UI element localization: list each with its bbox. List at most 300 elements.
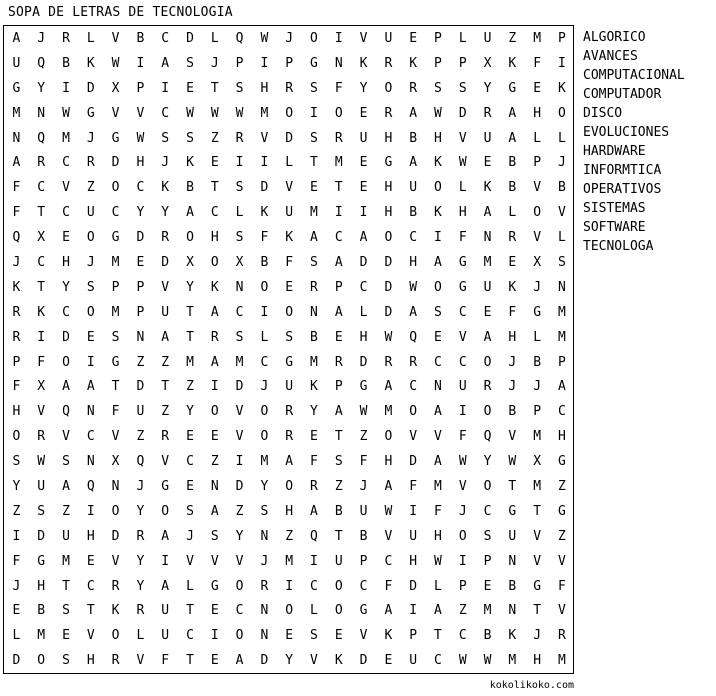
grid-cell[interactable]: K xyxy=(111,603,120,619)
grid-cell[interactable]: J xyxy=(359,478,368,494)
grid-cell[interactable]: F xyxy=(12,205,21,221)
grid-cell[interactable]: S xyxy=(186,503,194,519)
grid-cell[interactable]: K xyxy=(37,304,46,320)
grid-cell[interactable]: N xyxy=(483,230,492,246)
grid-cell[interactable]: Q xyxy=(136,454,145,470)
grid-cell[interactable]: G xyxy=(111,130,120,146)
grid-cell[interactable]: D xyxy=(186,30,194,46)
grid-cell[interactable]: S xyxy=(434,304,442,320)
grid-cell[interactable]: M xyxy=(334,155,343,171)
grid-cell[interactable]: E xyxy=(359,180,368,196)
grid-cell[interactable]: H xyxy=(260,80,269,96)
grid-cell[interactable]: A xyxy=(508,130,517,146)
grid-cell[interactable]: V xyxy=(310,653,318,669)
grid-cell[interactable]: Y xyxy=(62,279,70,295)
grid-cell[interactable]: V xyxy=(533,230,542,246)
grid-cell[interactable]: B xyxy=(508,155,517,171)
grid-cell[interactable]: R xyxy=(111,578,120,594)
grid-cell[interactable]: A xyxy=(310,503,318,519)
grid-cell[interactable]: M xyxy=(558,653,566,669)
grid-cell[interactable]: G xyxy=(458,254,467,270)
grid-cell[interactable]: V xyxy=(458,329,467,345)
grid-cell[interactable]: B xyxy=(508,578,517,594)
grid-cell[interactable]: F xyxy=(384,578,393,594)
grid-cell[interactable]: I xyxy=(409,603,418,619)
grid-cell[interactable]: H xyxy=(136,155,145,171)
grid-cell[interactable]: S xyxy=(285,329,294,345)
grid-cell[interactable]: R xyxy=(384,55,393,71)
grid-cell[interactable]: S xyxy=(235,80,244,96)
grid-cell[interactable]: E xyxy=(186,80,194,96)
grid-cell[interactable]: K xyxy=(508,279,517,295)
grid-cell[interactable]: S xyxy=(458,80,467,96)
grid-cell[interactable]: U xyxy=(12,55,21,71)
grid-cell[interactable]: L xyxy=(434,578,442,594)
grid-cell[interactable]: G xyxy=(458,279,467,295)
grid-cell[interactable]: F xyxy=(12,180,21,196)
grid-cell[interactable]: J xyxy=(285,30,294,46)
grid-cell[interactable]: G xyxy=(12,80,21,96)
grid-cell[interactable]: Z xyxy=(86,180,95,196)
grid-cell[interactable]: W xyxy=(483,653,492,669)
grid-cell[interactable]: N xyxy=(260,528,269,544)
grid-cell[interactable]: U xyxy=(409,528,418,544)
grid-cell[interactable]: M xyxy=(558,304,566,320)
grid-cell[interactable]: M xyxy=(483,603,492,619)
grid-cell[interactable]: Y xyxy=(136,578,145,594)
grid-cell[interactable]: S xyxy=(86,279,95,295)
grid-cell[interactable]: O xyxy=(384,429,393,445)
grid-cell[interactable]: P xyxy=(434,55,442,71)
grid-cell[interactable]: V xyxy=(558,553,566,569)
grid-cell[interactable]: W xyxy=(235,105,244,121)
grid-cell[interactable]: L xyxy=(186,578,194,594)
grid-cell[interactable]: G xyxy=(558,454,566,470)
grid-cell[interactable]: H xyxy=(434,528,442,544)
grid-cell[interactable]: U xyxy=(285,205,294,221)
grid-cell[interactable]: L xyxy=(558,230,566,246)
grid-cell[interactable]: D xyxy=(359,653,368,669)
grid-cell[interactable]: V xyxy=(508,429,517,445)
grid-cell[interactable]: O xyxy=(111,628,120,644)
grid-cell[interactable]: V xyxy=(409,429,418,445)
grid-cell[interactable]: J xyxy=(458,503,467,519)
grid-cell[interactable]: V xyxy=(384,528,393,544)
grid-cell[interactable]: U xyxy=(508,528,517,544)
grid-cell[interactable]: M xyxy=(12,105,21,121)
grid-cell[interactable]: O xyxy=(483,354,492,370)
grid-cell[interactable]: T xyxy=(434,628,442,644)
grid-cell[interactable]: U xyxy=(458,379,467,395)
grid-cell[interactable]: O xyxy=(186,230,194,246)
grid-cell[interactable]: S xyxy=(558,254,566,270)
grid-cell[interactable]: F xyxy=(533,55,542,71)
grid-cell[interactable]: A xyxy=(62,478,70,494)
grid-cell[interactable]: P xyxy=(136,80,145,96)
grid-cell[interactable]: K xyxy=(186,155,194,171)
grid-cell[interactable]: K xyxy=(12,279,21,295)
grid-cell[interactable]: T xyxy=(310,155,318,171)
grid-cell[interactable]: Z xyxy=(334,478,343,494)
grid-cell[interactable]: D xyxy=(359,354,368,370)
grid-cell[interactable]: I xyxy=(210,628,219,644)
grid-cell[interactable]: Z xyxy=(136,354,145,370)
grid-cell[interactable]: A xyxy=(334,254,343,270)
grid-cell[interactable]: V xyxy=(533,553,542,569)
grid-cell[interactable]: H xyxy=(508,329,517,345)
grid-cell[interactable]: P xyxy=(12,354,21,370)
grid-cell[interactable]: D xyxy=(136,230,145,246)
grid-cell[interactable]: V xyxy=(359,30,368,46)
grid-cell[interactable]: A xyxy=(359,230,368,246)
grid-cell[interactable]: Q xyxy=(62,404,70,420)
grid-cell[interactable]: R xyxy=(409,80,418,96)
grid-cell[interactable]: R xyxy=(12,304,21,320)
grid-cell[interactable]: A xyxy=(483,205,492,221)
grid-cell[interactable]: R xyxy=(334,354,343,370)
grid-cell[interactable]: T xyxy=(334,180,343,196)
grid-cell[interactable]: Z xyxy=(12,503,21,519)
grid-cell[interactable]: A xyxy=(434,454,442,470)
grid-cell[interactable]: H xyxy=(384,205,393,221)
grid-cell[interactable]: I xyxy=(86,503,95,519)
grid-cell[interactable]: V xyxy=(111,105,120,121)
grid-cell[interactable]: A xyxy=(384,603,393,619)
grid-cell[interactable]: T xyxy=(62,578,70,594)
grid-cell[interactable]: W xyxy=(384,329,393,345)
grid-cell[interactable]: A xyxy=(62,379,70,395)
grid-cell[interactable]: K xyxy=(260,205,269,221)
grid-cell[interactable]: J xyxy=(210,55,219,71)
grid-cell[interactable]: R xyxy=(136,603,145,619)
grid-cell[interactable]: O xyxy=(409,404,418,420)
grid-cell[interactable]: O xyxy=(111,503,120,519)
grid-cell[interactable]: Z xyxy=(62,503,70,519)
grid-cell[interactable]: B xyxy=(508,180,517,196)
grid-cell[interactable]: E xyxy=(186,478,194,494)
grid-cell[interactable]: F xyxy=(558,578,566,594)
grid-cell[interactable]: H xyxy=(384,130,393,146)
grid-cell[interactable]: T xyxy=(533,503,542,519)
grid-cell[interactable]: A xyxy=(161,578,170,594)
grid-cell[interactable]: A xyxy=(235,653,244,669)
grid-cell[interactable]: R xyxy=(161,429,170,445)
grid-cell[interactable]: G xyxy=(310,55,318,71)
grid-cell[interactable]: M xyxy=(434,478,442,494)
grid-cell[interactable]: Z xyxy=(558,478,566,494)
grid-cell[interactable]: V xyxy=(558,603,566,619)
grid-cell[interactable]: T xyxy=(210,180,219,196)
grid-cell[interactable]: C xyxy=(334,230,343,246)
grid-cell[interactable]: C xyxy=(359,279,368,295)
grid-cell[interactable]: K xyxy=(384,628,393,644)
grid-cell[interactable]: C xyxy=(210,205,219,221)
grid-cell[interactable]: B xyxy=(483,628,492,644)
grid-cell[interactable]: S xyxy=(334,454,343,470)
grid-cell[interactable]: I xyxy=(434,230,442,246)
grid-cell[interactable]: P xyxy=(136,279,145,295)
grid-cell[interactable]: Q xyxy=(12,230,21,246)
grid-cell[interactable]: E xyxy=(285,628,294,644)
grid-cell[interactable]: H xyxy=(384,454,393,470)
grid-cell[interactable]: L xyxy=(458,30,467,46)
grid-cell[interactable]: Y xyxy=(483,80,492,96)
grid-cell[interactable]: T xyxy=(508,478,517,494)
grid-cell[interactable]: J xyxy=(86,130,95,146)
grid-cell[interactable]: D xyxy=(285,130,294,146)
grid-cell[interactable]: F xyxy=(508,304,517,320)
grid-cell[interactable]: R xyxy=(235,130,244,146)
grid-cell[interactable]: Y xyxy=(186,279,194,295)
grid-cell[interactable]: O xyxy=(458,528,467,544)
grid-cell[interactable]: D xyxy=(384,279,393,295)
grid-cell[interactable]: Z xyxy=(136,429,145,445)
grid-cell[interactable]: C xyxy=(458,304,467,320)
grid-cell[interactable]: S xyxy=(310,80,318,96)
grid-cell[interactable]: A xyxy=(12,30,21,46)
grid-cell[interactable]: I xyxy=(136,55,145,71)
grid-cell[interactable]: R xyxy=(310,478,318,494)
grid-cell[interactable]: I xyxy=(12,528,21,544)
grid-cell[interactable]: N xyxy=(508,553,517,569)
grid-cell[interactable]: P xyxy=(558,354,566,370)
grid-cell[interactable]: S xyxy=(434,80,442,96)
grid-cell[interactable]: E xyxy=(409,30,418,46)
grid-cell[interactable]: B xyxy=(136,30,145,46)
grid-cell[interactable]: E xyxy=(483,578,492,594)
grid-cell[interactable]: W xyxy=(434,553,442,569)
grid-cell[interactable]: T xyxy=(37,205,46,221)
grid-cell[interactable]: B xyxy=(310,329,318,345)
grid-cell[interactable]: R xyxy=(285,80,294,96)
grid-cell[interactable]: P xyxy=(111,279,120,295)
grid-cell[interactable]: O xyxy=(285,603,294,619)
grid-cell[interactable]: G xyxy=(508,503,517,519)
grid-cell[interactable]: O xyxy=(334,105,343,121)
grid-cell[interactable]: U xyxy=(62,528,70,544)
grid-cell[interactable]: V xyxy=(235,404,244,420)
grid-cell[interactable]: Z xyxy=(558,528,566,544)
grid-cell[interactable]: Z xyxy=(235,503,244,519)
grid-cell[interactable]: Z xyxy=(210,454,219,470)
grid-cell[interactable]: V xyxy=(136,653,145,669)
grid-cell[interactable]: O xyxy=(210,404,219,420)
grid-cell[interactable]: T xyxy=(210,80,219,96)
grid-cell[interactable]: V xyxy=(533,180,542,196)
grid-cell[interactable]: F xyxy=(12,553,21,569)
grid-cell[interactable]: W xyxy=(458,653,467,669)
grid-cell[interactable]: B xyxy=(37,603,46,619)
grid-cell[interactable]: P xyxy=(558,30,566,46)
grid-cell[interactable]: A xyxy=(334,304,343,320)
grid-cell[interactable]: D xyxy=(235,379,244,395)
grid-cell[interactable]: E xyxy=(86,329,95,345)
grid-cell[interactable]: W xyxy=(186,105,194,121)
grid-cell[interactable]: E xyxy=(359,155,368,171)
grid-cell[interactable]: Q xyxy=(310,528,318,544)
grid-cell[interactable]: T xyxy=(161,379,170,395)
grid-cell[interactable]: M xyxy=(111,254,120,270)
grid-cell[interactable]: J xyxy=(136,478,145,494)
grid-cell[interactable]: C xyxy=(37,254,46,270)
grid-cell[interactable]: R xyxy=(111,653,120,669)
grid-cell[interactable]: A xyxy=(384,379,393,395)
grid-cell[interactable]: O xyxy=(434,279,442,295)
grid-cell[interactable]: C xyxy=(458,354,467,370)
grid-cell[interactable]: V xyxy=(260,130,269,146)
grid-cell[interactable]: I xyxy=(310,553,318,569)
grid-cell[interactable]: C xyxy=(62,205,70,221)
grid-cell[interactable]: P xyxy=(334,279,343,295)
grid-cell[interactable]: H xyxy=(409,553,418,569)
grid-cell[interactable]: S xyxy=(62,454,70,470)
grid-cell[interactable]: P xyxy=(458,55,467,71)
grid-cell[interactable]: E xyxy=(508,254,517,270)
grid-cell[interactable]: E xyxy=(210,429,219,445)
grid-cell[interactable]: K xyxy=(334,653,343,669)
grid-cell[interactable]: I xyxy=(310,105,318,121)
grid-cell[interactable]: B xyxy=(409,130,418,146)
grid-cell[interactable]: J xyxy=(186,528,194,544)
grid-cell[interactable]: P xyxy=(409,628,418,644)
grid-cell[interactable]: R xyxy=(334,130,343,146)
grid-cell[interactable]: A xyxy=(434,404,442,420)
grid-cell[interactable]: R xyxy=(508,230,517,246)
grid-cell[interactable]: Y xyxy=(310,404,318,420)
grid-cell[interactable]: O xyxy=(285,478,294,494)
grid-cell[interactable]: I xyxy=(161,80,170,96)
grid-cell[interactable]: C xyxy=(359,578,368,594)
grid-cell[interactable]: T xyxy=(186,653,194,669)
grid-cell[interactable]: N xyxy=(235,279,244,295)
grid-cell[interactable]: A xyxy=(409,155,418,171)
grid-cell[interactable]: G xyxy=(86,105,95,121)
grid-cell[interactable]: Y xyxy=(136,553,145,569)
grid-cell[interactable]: Z xyxy=(210,130,219,146)
grid-cell[interactable]: U xyxy=(37,478,46,494)
grid-cell[interactable]: J xyxy=(260,379,269,395)
grid-cell[interactable]: D xyxy=(235,478,244,494)
grid-cell[interactable]: W xyxy=(210,105,219,121)
grid-cell[interactable]: X xyxy=(37,230,46,246)
grid-cell[interactable]: F xyxy=(458,429,467,445)
grid-cell[interactable]: U xyxy=(161,603,170,619)
grid-cell[interactable]: R xyxy=(161,230,170,246)
grid-cell[interactable]: D xyxy=(359,254,368,270)
grid-cell[interactable]: U xyxy=(161,628,170,644)
grid-cell[interactable]: J xyxy=(161,155,170,171)
grid-cell[interactable]: R xyxy=(86,155,95,171)
grid-cell[interactable]: G xyxy=(111,354,120,370)
grid-cell[interactable]: H xyxy=(210,230,219,246)
grid-cell[interactable]: E xyxy=(62,628,70,644)
grid-cell[interactable]: Z xyxy=(458,603,467,619)
grid-cell[interactable]: W xyxy=(136,130,145,146)
grid-cell[interactable]: K xyxy=(434,205,442,221)
grid-cell[interactable]: M xyxy=(62,130,70,146)
grid-cell[interactable]: L xyxy=(558,130,566,146)
grid-cell[interactable]: A xyxy=(210,304,219,320)
grid-cell[interactable]: N xyxy=(210,478,219,494)
grid-cell[interactable]: I xyxy=(458,553,467,569)
grid-cell[interactable]: O xyxy=(37,653,46,669)
grid-cell[interactable]: O xyxy=(310,30,318,46)
grid-cell[interactable]: A xyxy=(161,528,170,544)
grid-cell[interactable]: W xyxy=(384,503,393,519)
grid-cell[interactable]: X xyxy=(186,254,194,270)
grid-cell[interactable]: U xyxy=(161,304,170,320)
grid-cell[interactable]: S xyxy=(111,329,120,345)
grid-cell[interactable]: Y xyxy=(136,205,145,221)
grid-cell[interactable]: O xyxy=(285,105,294,121)
grid-cell[interactable]: B xyxy=(508,404,517,420)
grid-cell[interactable]: M xyxy=(533,30,542,46)
grid-cell[interactable]: U xyxy=(409,180,418,196)
grid-cell[interactable]: I xyxy=(62,80,70,96)
grid-cell[interactable]: I xyxy=(235,155,244,171)
grid-cell[interactable]: T xyxy=(37,279,46,295)
grid-cell[interactable]: J xyxy=(12,578,21,594)
grid-cell[interactable]: S xyxy=(260,503,269,519)
grid-cell[interactable]: F xyxy=(409,478,418,494)
grid-cell[interactable]: B xyxy=(409,205,418,221)
grid-cell[interactable]: D xyxy=(62,329,70,345)
grid-cell[interactable]: M xyxy=(310,354,318,370)
grid-cell[interactable]: B xyxy=(260,254,269,270)
grid-cell[interactable]: D xyxy=(260,653,269,669)
grid-cell[interactable]: Q xyxy=(86,478,95,494)
grid-cell[interactable]: A xyxy=(161,55,170,71)
grid-cell[interactable]: J xyxy=(533,379,542,395)
grid-cell[interactable]: K xyxy=(434,155,442,171)
grid-cell[interactable]: O xyxy=(235,628,244,644)
grid-cell[interactable]: T xyxy=(111,379,120,395)
grid-cell[interactable]: D xyxy=(136,379,145,395)
grid-cell[interactable]: N xyxy=(260,603,269,619)
grid-cell[interactable]: I xyxy=(458,404,467,420)
grid-cell[interactable]: O xyxy=(260,429,269,445)
grid-cell[interactable]: M xyxy=(285,553,294,569)
grid-cell[interactable]: Z xyxy=(508,30,517,46)
grid-cell[interactable]: O xyxy=(12,429,21,445)
grid-cell[interactable]: V xyxy=(62,180,70,196)
grid-cell[interactable]: E xyxy=(86,553,95,569)
grid-cell[interactable]: U xyxy=(86,205,95,221)
grid-cell[interactable]: T xyxy=(334,528,343,544)
grid-cell[interactable]: O xyxy=(384,80,393,96)
grid-cell[interactable]: B xyxy=(62,55,70,71)
grid-cell[interactable]: M xyxy=(384,404,393,420)
grid-cell[interactable]: V xyxy=(161,279,170,295)
grid-cell[interactable]: J xyxy=(533,628,542,644)
grid-cell[interactable]: L xyxy=(458,180,467,196)
grid-cell[interactable]: V xyxy=(558,205,566,221)
grid-cell[interactable]: D xyxy=(409,454,418,470)
grid-cell[interactable]: L xyxy=(508,205,517,221)
grid-cell[interactable]: K xyxy=(310,379,318,395)
grid-cell[interactable]: I xyxy=(334,30,343,46)
grid-cell[interactable]: A xyxy=(285,454,294,470)
grid-cell[interactable]: Y xyxy=(260,478,269,494)
grid-cell[interactable]: W xyxy=(260,30,269,46)
grid-cell[interactable]: N xyxy=(508,603,517,619)
grid-cell[interactable]: N xyxy=(260,628,269,644)
grid-cell[interactable]: J xyxy=(508,379,517,395)
grid-cell[interactable]: X xyxy=(483,55,492,71)
grid-cell[interactable]: R xyxy=(12,329,21,345)
grid-cell[interactable]: U xyxy=(334,553,343,569)
grid-cell[interactable]: S xyxy=(235,230,244,246)
